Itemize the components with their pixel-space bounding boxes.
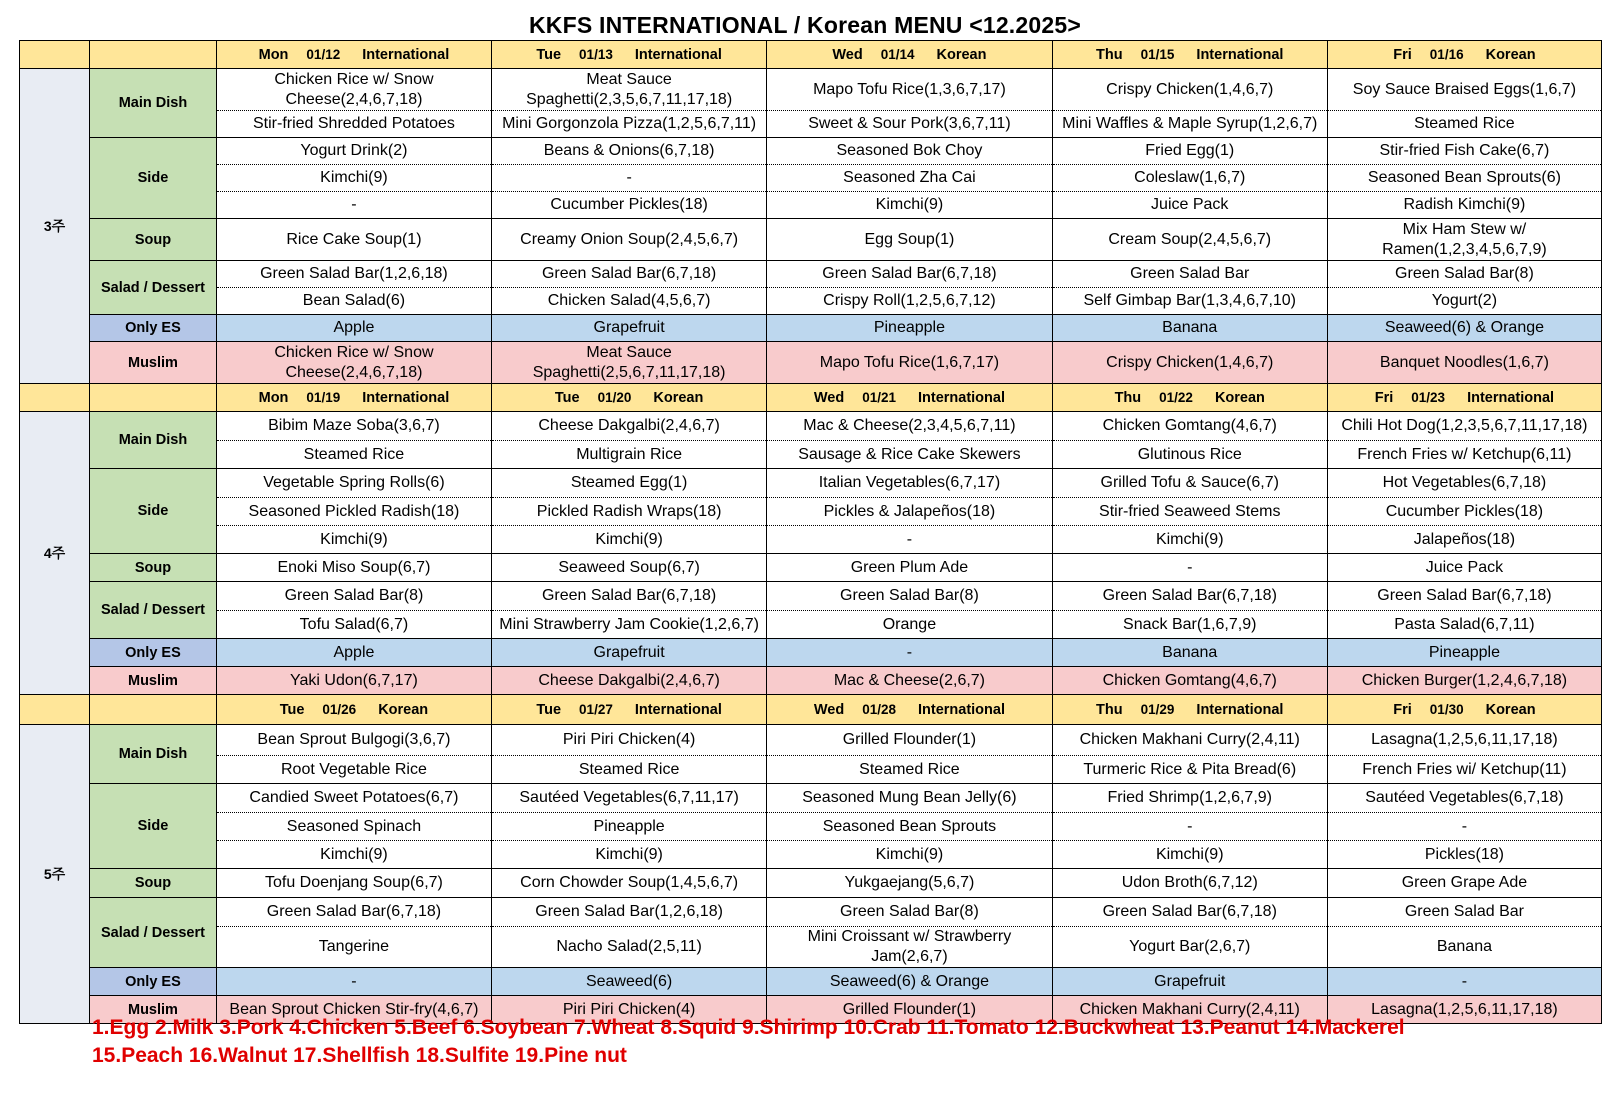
salad-dessert-cell: Mini Strawberry Jam Cookie(1,2,6,7) bbox=[492, 611, 767, 639]
day-header bbox=[1327, 41, 1601, 69]
day-name: Wed bbox=[813, 701, 845, 718]
salad-dessert-row bbox=[20, 927, 1602, 968]
side-cell: Italian Vegetables(6,7,17) bbox=[767, 469, 1052, 498]
allergen-legend-line-2: 15.Peach 16.Walnut 17.Shellfish 18.Sulfite 19.Pine nut bbox=[92, 1044, 627, 1067]
only-es-cell: Seaweed(6) & Orange bbox=[767, 968, 1052, 996]
salad-dessert-cell: Green Salad Bar(8) bbox=[767, 898, 1052, 927]
main-dish-cell: Multigrain Rice bbox=[492, 441, 767, 469]
salad-dessert-row bbox=[20, 611, 1602, 639]
side-label: Side bbox=[90, 784, 217, 869]
week-header-row bbox=[20, 384, 1602, 412]
salad-dessert-cell: Chicken Salad(4,5,6,7) bbox=[492, 288, 767, 315]
only-es-cell: - bbox=[216, 968, 491, 996]
side-cell: Yogurt Drink(2) bbox=[216, 138, 491, 165]
menu-type: International bbox=[634, 701, 722, 718]
main-dish-cell: Chicken Rice w/ Snow Cheese(2,4,6,7,18) bbox=[216, 69, 491, 111]
soup-cell: Green Plum Ade bbox=[767, 554, 1052, 582]
menu-type: International bbox=[1467, 389, 1555, 406]
muslim-label: Muslim bbox=[90, 996, 217, 1024]
side-cell: Pickles & Jalapeños(18) bbox=[767, 498, 1052, 526]
main-dish-label: Main Dish bbox=[90, 412, 217, 469]
side-cell: Stir-fried Fish Cake(6,7) bbox=[1327, 138, 1601, 165]
side-cell: Seasoned Pickled Radish(18) bbox=[216, 498, 491, 526]
day-header bbox=[767, 41, 1052, 69]
day-header bbox=[216, 41, 491, 69]
day-date: 01/19 bbox=[306, 389, 341, 405]
only-es-row bbox=[20, 639, 1602, 667]
main-dish-cell: Bibim Maze Soba(3,6,7) bbox=[216, 412, 491, 441]
muslim-label: Muslim bbox=[90, 667, 217, 695]
salad-dessert-row bbox=[20, 582, 1602, 611]
side-cell: Kimchi(9) bbox=[1052, 526, 1327, 554]
muslim-cell: Crispy Chicken(1,4,6,7) bbox=[1052, 342, 1327, 384]
day-name: Thu bbox=[1096, 701, 1123, 718]
week-label: 4주 bbox=[20, 412, 90, 695]
day-header bbox=[1052, 384, 1327, 412]
soup-label: Soup bbox=[90, 219, 217, 261]
salad-dessert-cell: Green Salad Bar(8) bbox=[1327, 261, 1601, 288]
side-cell: Seasoned Bok Choy bbox=[767, 138, 1052, 165]
day-date: 01/29 bbox=[1140, 701, 1175, 717]
side-cell: Sautéed Vegetables(6,7,18) bbox=[1327, 784, 1601, 813]
side-cell: - bbox=[767, 526, 1052, 554]
side-cell: Seasoned Bean Sprouts bbox=[767, 813, 1052, 841]
menu-type: Korean bbox=[653, 389, 704, 406]
side-cell: Seasoned Bean Sprouts(6) bbox=[1327, 165, 1601, 192]
salad-dessert-cell: Bean Salad(6) bbox=[216, 288, 491, 315]
side-cell: Pickled Radish Wraps(18) bbox=[492, 498, 767, 526]
main-dish-cell: Lasagna(1,2,5,6,11,17,18) bbox=[1327, 725, 1601, 756]
side-cell: Cucumber Pickles(18) bbox=[1327, 498, 1601, 526]
salad-dessert-cell: Self Gimbap Bar(1,3,4,6,7,10) bbox=[1052, 288, 1327, 315]
soup-cell: Enoki Miso Soup(6,7) bbox=[216, 554, 491, 582]
muslim-label: Muslim bbox=[90, 342, 217, 384]
salad-dessert-cell: Yogurt(2) bbox=[1327, 288, 1601, 315]
day-header bbox=[492, 384, 767, 412]
main-dish-cell: Steamed Rice bbox=[767, 756, 1052, 784]
salad-dessert-cell: Crispy Roll(1,2,5,6,7,12) bbox=[767, 288, 1052, 315]
main-dish-cell: Crispy Chicken(1,4,6,7) bbox=[1052, 69, 1327, 111]
side-row bbox=[20, 784, 1602, 813]
day-date: 01/23 bbox=[1411, 389, 1446, 405]
soup-cell: Corn Chowder Soup(1,4,5,6,7) bbox=[492, 869, 767, 898]
salad-dessert-cell: Tangerine bbox=[216, 927, 491, 968]
week-label: 3주 bbox=[20, 69, 90, 384]
main-dish-cell: Root Vegetable Rice bbox=[216, 756, 491, 784]
menu-type: International bbox=[917, 389, 1005, 406]
menu-type: International bbox=[917, 701, 1005, 718]
day-header bbox=[492, 41, 767, 69]
side-cell: Kimchi(9) bbox=[767, 841, 1052, 869]
day-name: Thu bbox=[1096, 46, 1123, 63]
only-es-label: Only ES bbox=[90, 968, 217, 996]
main-dish-cell: Steamed Rice bbox=[492, 756, 767, 784]
page-title: KKFS INTERNATIONAL / Korean MENU <12.2025> bbox=[528, 12, 1081, 38]
salad-dessert-cell: Nacho Salad(2,5,11) bbox=[492, 927, 767, 968]
day-header bbox=[216, 384, 491, 412]
day-name: Fri bbox=[1393, 701, 1412, 718]
day-header bbox=[1052, 695, 1327, 725]
only-es-label: Only ES bbox=[90, 639, 217, 667]
salad-dessert-cell: Green Salad Bar(1,2,6,18) bbox=[216, 261, 491, 288]
soup-cell: Rice Cake Soup(1) bbox=[216, 219, 491, 261]
week-label: 5주 bbox=[20, 725, 90, 1024]
side-cell: Radish Kimchi(9) bbox=[1327, 192, 1601, 219]
main-dish-cell: Turmeric Rice & Pita Bread(6) bbox=[1052, 756, 1327, 784]
soup-cell: - bbox=[1052, 554, 1327, 582]
main-dish-row bbox=[20, 111, 1602, 138]
day-date: 01/12 bbox=[306, 46, 341, 62]
header-blank-cell bbox=[20, 41, 90, 69]
soup-cell: Yukgaejang(5,6,7) bbox=[767, 869, 1052, 898]
day-name: Fri bbox=[1374, 389, 1394, 406]
day-name: Thu bbox=[1114, 389, 1142, 406]
side-cell: - bbox=[492, 165, 767, 192]
main-dish-row bbox=[20, 756, 1602, 784]
muslim-cell: Chicken Gomtang(4,6,7) bbox=[1052, 667, 1327, 695]
salad-dessert-row bbox=[20, 261, 1602, 288]
only-es-cell: - bbox=[767, 639, 1052, 667]
day-name: Tue bbox=[554, 389, 580, 406]
only-es-cell: Seaweed(6) & Orange bbox=[1327, 315, 1601, 342]
side-cell: Kimchi(9) bbox=[216, 526, 491, 554]
salad-dessert-label: Salad / Dessert bbox=[90, 582, 217, 639]
salad-dessert-cell: Snack Bar(1,6,7,9) bbox=[1052, 611, 1327, 639]
side-cell: Kimchi(9) bbox=[492, 841, 767, 869]
only-es-cell: Grapefruit bbox=[1052, 968, 1327, 996]
salad-dessert-row bbox=[20, 288, 1602, 315]
side-cell: Pickles(18) bbox=[1327, 841, 1601, 869]
allergen-legend bbox=[92, 1014, 1405, 1070]
side-row bbox=[20, 841, 1602, 869]
header-blank-cell bbox=[90, 384, 217, 412]
muslim-cell: Chicken Burger(1,2,4,6,7,18) bbox=[1327, 667, 1601, 695]
side-row bbox=[20, 165, 1602, 192]
only-es-cell: Grapefruit bbox=[492, 639, 767, 667]
side-cell: Juice Pack bbox=[1052, 192, 1327, 219]
soup-cell: Udon Broth(6,7,12) bbox=[1052, 869, 1327, 898]
side-cell: Kimchi(9) bbox=[216, 165, 491, 192]
day-date: 01/13 bbox=[579, 46, 613, 62]
day-header bbox=[492, 695, 767, 725]
day-date: 01/16 bbox=[1429, 46, 1464, 62]
side-cell: Steamed Egg(1) bbox=[492, 469, 767, 498]
side-row bbox=[20, 192, 1602, 219]
soup-row bbox=[20, 869, 1602, 898]
side-cell: Stir-fried Seaweed Stems bbox=[1052, 498, 1327, 526]
salad-dessert-cell: Yogurt Bar(2,6,7) bbox=[1052, 927, 1327, 968]
day-header bbox=[767, 384, 1052, 412]
only-es-cell: Seaweed(6) bbox=[492, 968, 767, 996]
menu-type: Korean bbox=[1214, 389, 1265, 406]
muslim-cell: Mac & Cheese(2,6,7) bbox=[767, 667, 1052, 695]
day-header bbox=[767, 695, 1052, 725]
day-date: 01/26 bbox=[322, 701, 357, 717]
side-cell: Seasoned Zha Cai bbox=[767, 165, 1052, 192]
only-es-cell: Apple bbox=[216, 315, 491, 342]
only-es-cell: Pineapple bbox=[1327, 639, 1601, 667]
side-cell: Kimchi(9) bbox=[216, 841, 491, 869]
salad-dessert-cell: Mini Croissant w/ Strawberry Jam(2,6,7) bbox=[767, 927, 1052, 968]
main-dish-cell: Meat Sauce Spaghetti(2,3,5,6,7,11,17,18) bbox=[492, 69, 767, 111]
muslim-row bbox=[20, 667, 1602, 695]
salad-dessert-cell: Green Salad Bar(6,7,18) bbox=[216, 898, 491, 927]
muslim-cell: Chicken Rice w/ Snow Cheese(2,4,6,7,18) bbox=[216, 342, 491, 384]
salad-dessert-label: Salad / Dessert bbox=[90, 898, 217, 968]
salad-dessert-cell: Green Salad Bar(6,7,18) bbox=[1052, 898, 1327, 927]
salad-dessert-cell: Banana bbox=[1327, 927, 1601, 968]
side-cell: Grilled Tofu & Sauce(6,7) bbox=[1052, 469, 1327, 498]
main-dish-row bbox=[20, 69, 1602, 111]
soup-cell: Creamy Onion Soup(2,4,5,6,7) bbox=[492, 219, 767, 261]
day-date: 01/22 bbox=[1159, 389, 1193, 405]
only-es-cell: Banana bbox=[1052, 639, 1327, 667]
main-dish-label: Main Dish bbox=[90, 725, 217, 784]
menu-type: International bbox=[1196, 701, 1284, 718]
salad-dessert-cell: Green Salad Bar bbox=[1327, 898, 1601, 927]
header-blank-cell bbox=[90, 41, 217, 69]
main-dish-cell: Chicken Makhani Curry(2,4,11) bbox=[1052, 725, 1327, 756]
main-dish-cell: Piri Piri Chicken(4) bbox=[492, 725, 767, 756]
main-dish-cell: Mac & Cheese(2,3,4,5,6,7,11) bbox=[767, 412, 1052, 441]
soup-cell: Seaweed Soup(6,7) bbox=[492, 554, 767, 582]
muslim-cell: Banquet Noodles(1,6,7) bbox=[1327, 342, 1601, 384]
allergen-legend-line-1: 1.Egg 2.Milk 3.Pork 4.Chicken 5.Beef 6.Soybean 7.Wheat 8.Squid 9.Shirimp 10.Crab 11.Tomato 12.Buckwheat 13.Peanut 14.Mackerel bbox=[92, 1016, 1405, 1039]
day-header bbox=[216, 695, 491, 725]
day-date: 01/21 bbox=[862, 389, 896, 405]
soup-label: Soup bbox=[90, 554, 217, 582]
soup-row bbox=[20, 219, 1602, 261]
salad-dessert-cell: Green Salad Bar(6,7,18) bbox=[492, 261, 767, 288]
day-date: 01/20 bbox=[597, 389, 632, 405]
salad-dessert-cell: Orange bbox=[767, 611, 1052, 639]
main-dish-cell: Bean Sprout Bulgogi(3,6,7) bbox=[216, 725, 491, 756]
day-date: 01/15 bbox=[1140, 46, 1175, 62]
only-es-label: Only ES bbox=[90, 315, 217, 342]
main-dish-cell: Glutinous Rice bbox=[1052, 441, 1327, 469]
muslim-cell: Lasagna(1,2,5,6,11,17,18) bbox=[1327, 996, 1601, 1024]
day-name: Fri bbox=[1393, 46, 1412, 63]
header-blank-cell bbox=[20, 695, 90, 725]
soup-cell: Cream Soup(2,4,5,6,7) bbox=[1052, 219, 1327, 261]
day-name: Wed bbox=[813, 389, 845, 406]
muslim-cell: Meat Sauce Spaghetti(2,5,6,7,11,17,18) bbox=[492, 342, 767, 384]
main-dish-cell: Steamed Rice bbox=[1327, 111, 1601, 138]
side-cell: Seasoned Mung Bean Jelly(6) bbox=[767, 784, 1052, 813]
salad-dessert-cell: Green Salad Bar bbox=[1052, 261, 1327, 288]
side-cell: - bbox=[1052, 813, 1327, 841]
side-cell: Kimchi(9) bbox=[1052, 841, 1327, 869]
salad-dessert-cell: Green Salad Bar(6,7,18) bbox=[1327, 582, 1601, 611]
only-es-cell: Pineapple bbox=[767, 315, 1052, 342]
main-dish-cell: Cheese Dakgalbi(2,4,6,7) bbox=[492, 412, 767, 441]
only-es-cell: Banana bbox=[1052, 315, 1327, 342]
day-date: 01/28 bbox=[862, 701, 896, 717]
main-dish-cell: French Fries wi/ Ketchup(11) bbox=[1327, 756, 1601, 784]
week-header-row bbox=[20, 695, 1602, 725]
side-label: Side bbox=[90, 469, 217, 554]
main-dish-cell: Sausage & Rice Cake Skewers bbox=[767, 441, 1052, 469]
day-name: Tue bbox=[536, 701, 562, 718]
side-cell: - bbox=[1327, 813, 1601, 841]
side-cell: Kimchi(9) bbox=[492, 526, 767, 554]
side-row bbox=[20, 498, 1602, 526]
side-cell: Jalapeños(18) bbox=[1327, 526, 1601, 554]
muslim-cell: Cheese Dakgalbi(2,4,6,7) bbox=[492, 667, 767, 695]
main-dish-cell: Sweet & Sour Pork(3,6,7,11) bbox=[767, 111, 1052, 138]
side-cell: Fried Shrimp(1,2,6,7,9) bbox=[1052, 784, 1327, 813]
side-row bbox=[20, 469, 1602, 498]
soup-label: Soup bbox=[90, 869, 217, 898]
menu-type: Korean bbox=[378, 701, 429, 718]
salad-dessert-cell: Green Salad Bar(6,7,18) bbox=[767, 261, 1052, 288]
day-name: Mon bbox=[258, 389, 289, 406]
side-cell: Cucumber Pickles(18) bbox=[492, 192, 767, 219]
main-dish-row bbox=[20, 441, 1602, 469]
side-cell: Coleslaw(1,6,7) bbox=[1052, 165, 1327, 192]
main-dish-cell: Mini Gorgonzola Pizza(1,2,5,6,7,11) bbox=[492, 111, 767, 138]
header-blank-cell bbox=[90, 695, 217, 725]
side-label: Side bbox=[90, 138, 217, 219]
menu-type: Korean bbox=[936, 46, 987, 63]
soup-cell: Tofu Doenjang Soup(6,7) bbox=[216, 869, 491, 898]
menu-table bbox=[19, 40, 1602, 1024]
only-es-row bbox=[20, 968, 1602, 996]
main-dish-cell: Stir-fried Shredded Potatoes bbox=[216, 111, 491, 138]
menu-type: Korean bbox=[1485, 701, 1536, 718]
day-header bbox=[1327, 384, 1601, 412]
side-row bbox=[20, 526, 1602, 554]
menu-type: International bbox=[362, 389, 450, 406]
side-cell: Pineapple bbox=[492, 813, 767, 841]
soup-cell: Egg Soup(1) bbox=[767, 219, 1052, 261]
salad-dessert-cell: Green Salad Bar(1,2,6,18) bbox=[492, 898, 767, 927]
salad-dessert-cell: Tofu Salad(6,7) bbox=[216, 611, 491, 639]
muslim-row bbox=[20, 342, 1602, 384]
muslim-cell: Grilled Flounder(1) bbox=[767, 996, 1052, 1024]
day-name: Tue bbox=[279, 701, 305, 718]
main-dish-row bbox=[20, 725, 1602, 756]
menu-type: International bbox=[1196, 46, 1284, 63]
side-cell: Beans & Onions(6,7,18) bbox=[492, 138, 767, 165]
main-dish-cell: Mini Waffles & Maple Syrup(1,2,6,7) bbox=[1052, 111, 1327, 138]
salad-dessert-row bbox=[20, 898, 1602, 927]
only-es-cell: Grapefruit bbox=[492, 315, 767, 342]
soup-cell: Green Grape Ade bbox=[1327, 869, 1601, 898]
main-dish-cell: Mapo Tofu Rice(1,3,6,7,17) bbox=[767, 69, 1052, 111]
side-cell: Seasoned Spinach bbox=[216, 813, 491, 841]
side-row bbox=[20, 138, 1602, 165]
menu-type: International bbox=[634, 46, 722, 63]
day-date: 01/14 bbox=[880, 46, 915, 62]
muslim-cell: Chicken Makhani Curry(2,4,11) bbox=[1052, 996, 1327, 1024]
main-dish-cell: French Fries w/ Ketchup(6,11) bbox=[1327, 441, 1601, 469]
side-cell: - bbox=[216, 192, 491, 219]
only-es-row bbox=[20, 315, 1602, 342]
day-header bbox=[1327, 695, 1601, 725]
salad-dessert-cell: Green Salad Bar(8) bbox=[216, 582, 491, 611]
salad-dessert-cell: Green Salad Bar(8) bbox=[767, 582, 1052, 611]
soup-cell: Juice Pack bbox=[1327, 554, 1601, 582]
main-dish-label: Main Dish bbox=[90, 69, 217, 138]
side-cell: Sautéed Vegetables(6,7,11,17) bbox=[492, 784, 767, 813]
main-dish-cell: Chili Hot Dog(1,2,3,5,6,7,11,17,18) bbox=[1327, 412, 1601, 441]
muslim-cell: Bean Sprout Chicken Stir-fry(4,6,7) bbox=[216, 996, 491, 1024]
menu-type: Korean bbox=[1485, 46, 1536, 63]
side-cell: Hot Vegetables(6,7,18) bbox=[1327, 469, 1601, 498]
main-dish-cell: Grilled Flounder(1) bbox=[767, 725, 1052, 756]
main-dish-cell: Soy Sauce Braised Eggs(1,6,7) bbox=[1327, 69, 1601, 111]
salad-dessert-label: Salad / Dessert bbox=[90, 261, 217, 315]
day-date: 01/30 bbox=[1429, 701, 1464, 717]
menu-type: International bbox=[362, 46, 450, 63]
muslim-cell: Mapo Tofu Rice(1,6,7,17) bbox=[767, 342, 1052, 384]
header-blank-cell bbox=[20, 384, 90, 412]
soup-cell: Mix Ham Stew w/ Ramen(1,2,3,4,5,6,7,9) bbox=[1327, 219, 1601, 261]
muslim-cell: Yaki Udon(6,7,17) bbox=[216, 667, 491, 695]
side-cell: Candied Sweet Potatoes(6,7) bbox=[216, 784, 491, 813]
salad-dessert-cell: Pasta Salad(6,7,11) bbox=[1327, 611, 1601, 639]
side-cell: Fried Egg(1) bbox=[1052, 138, 1327, 165]
only-es-cell: - bbox=[1327, 968, 1601, 996]
main-dish-cell: Steamed Rice bbox=[216, 441, 491, 469]
muslim-cell: Piri Piri Chicken(4) bbox=[492, 996, 767, 1024]
week-header-row bbox=[20, 41, 1602, 69]
soup-row bbox=[20, 554, 1602, 582]
side-cell: Vegetable Spring Rolls(6) bbox=[216, 469, 491, 498]
day-name: Tue bbox=[536, 46, 562, 63]
main-dish-cell: Chicken Gomtang(4,6,7) bbox=[1052, 412, 1327, 441]
salad-dessert-cell: Green Salad Bar(6,7,18) bbox=[1052, 582, 1327, 611]
only-es-cell: Apple bbox=[216, 639, 491, 667]
day-date: 01/27 bbox=[579, 701, 613, 717]
day-name: Mon bbox=[258, 46, 289, 63]
day-header bbox=[1052, 41, 1327, 69]
day-name: Wed bbox=[832, 46, 863, 63]
side-cell: Kimchi(9) bbox=[767, 192, 1052, 219]
side-row bbox=[20, 813, 1602, 841]
salad-dessert-cell: Green Salad Bar(6,7,18) bbox=[492, 582, 767, 611]
main-dish-row bbox=[20, 412, 1602, 441]
